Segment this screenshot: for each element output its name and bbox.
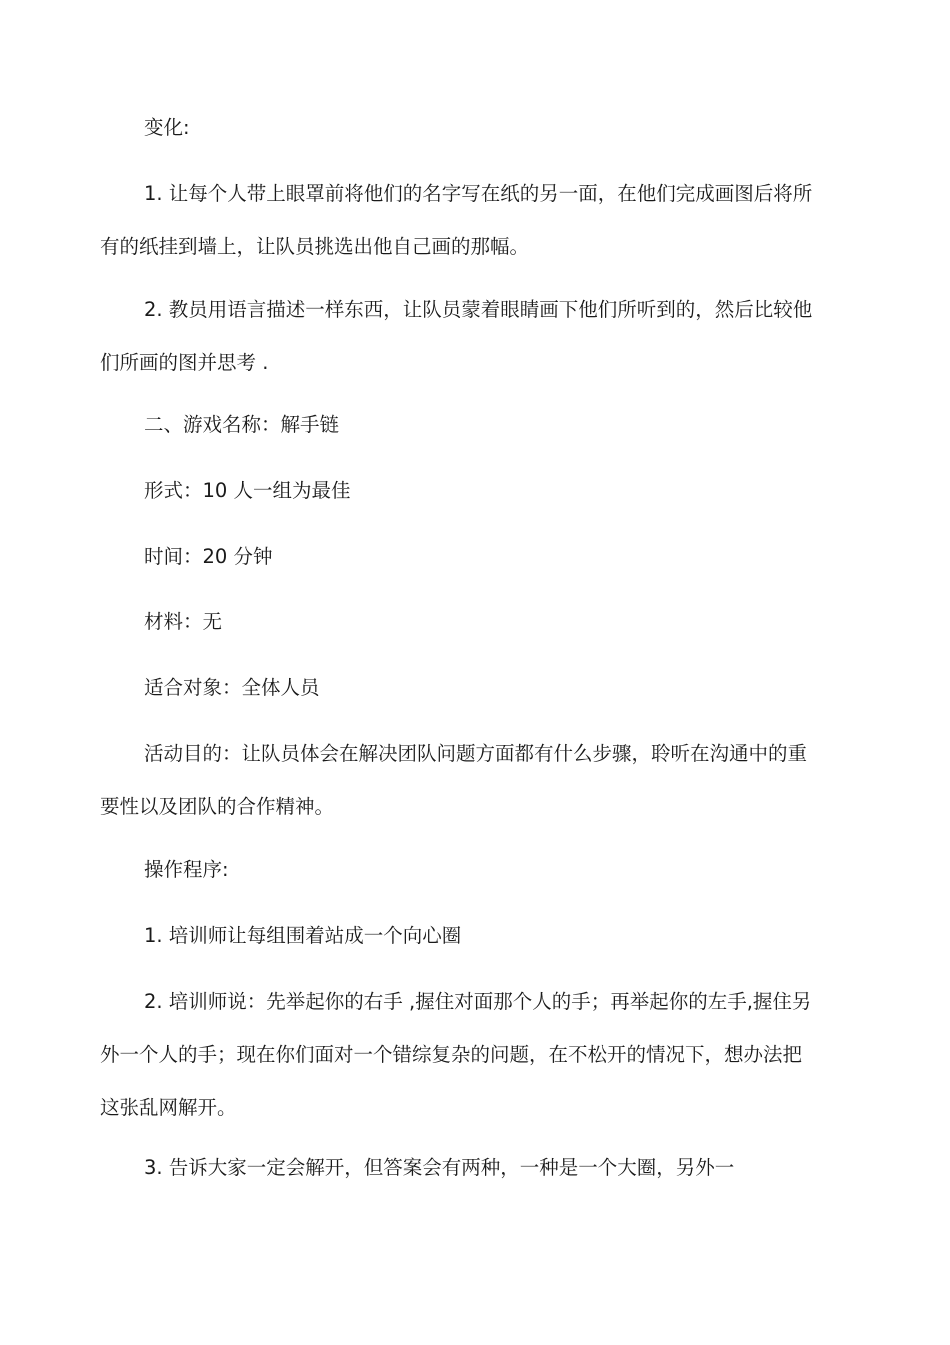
paragraph-variation-heading: 变化: — [144, 116, 190, 139]
paragraph-procedure-heading: 操作程序: — [144, 858, 229, 881]
paragraph-variation-2: 2. 教员用语言描述一样东西，让队员蒙着眼睛画下他们所听到的，然后比较他们所画的图并思考 . — [100, 298, 813, 374]
paragraph-purpose: 活动目的：让队员体会在解决团队问题方面都有什么步骤，聆听在沟通中的重要性以及团队的合作精神。 — [100, 742, 808, 818]
paragraph-step-3: 3. 告诉大家一定会解开，但答案会有两种，一种是一个大圈，另外一 — [144, 1156, 735, 1179]
paragraph-game-name: 二、游戏名称：解手链 — [144, 413, 340, 436]
paragraph-variation-1: 1. 让每个人带上眼罩前将他们的名字写在纸的另一面，在他们完成画图后将所有的纸挂到墙上，让队员挑选出他自己画的那幅。 — [100, 182, 813, 258]
paragraph-materials: 材料：无 — [144, 610, 223, 633]
paragraph-step-1: 1. 培训师让每组围着站成一个向心圈 — [144, 924, 462, 947]
paragraph-time: 时间：20 分钟 — [144, 545, 273, 568]
paragraph-step-2: 2. 培训师说：先举起你的右手 ,握住对面那个人的手；再举起你的左手,握住另外一个人的手；现在你们面对一个错综复杂的问题，在不松开的情况下，想办法把这张乱网解开。 — [100, 990, 812, 1119]
paragraph-audience: 适合对象：全体人员 — [144, 676, 320, 699]
paragraph-format: 形式：10 人一组为最佳 — [144, 479, 351, 502]
